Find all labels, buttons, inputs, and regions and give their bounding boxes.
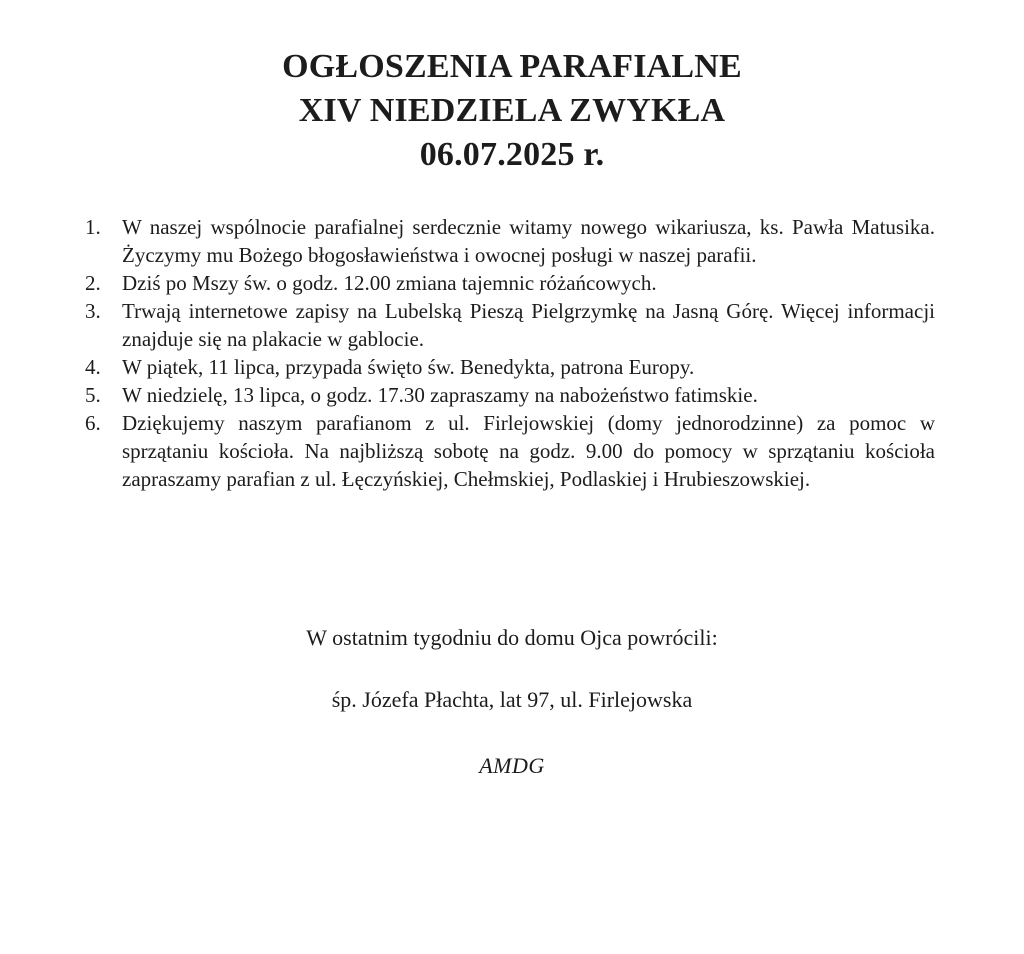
announcement-item-5 [85, 381, 935, 409]
title-line-2: XIV NIEDZIELA ZWYKŁA [298, 92, 726, 129]
item-text: W piątek, 11 lipca, przypada święto św. Benedykta, patrona Europy. [122, 355, 695, 379]
title-line-3: 06.07.2025 r. [419, 136, 605, 173]
item-number: 2. [85, 271, 101, 295]
item-number: 3. [85, 299, 101, 323]
item-text: Dziś po Mszy św. o godz. 12.00 zmiana tajemnic różańcowych. [122, 271, 657, 295]
memorial-section [0, 624, 1024, 780]
memorial-heading: W ostatnim tygodniu do domu Ojca powrócili: [306, 625, 718, 650]
item-text: W niedzielę, 13 lipca, o godz. 17.30 zapraszamy na nabożeństwo fatimskie. [122, 383, 758, 407]
announcement-item-2 [85, 269, 935, 297]
announcements-section [85, 213, 935, 493]
announcements-list [85, 213, 935, 493]
item-number: 1. [85, 215, 101, 239]
title-line-1: OGŁOSZENIA PARAFIALNE [282, 48, 742, 85]
announcement-item-3 [85, 297, 935, 353]
memorial-closing: AMDG [479, 753, 545, 778]
announcement-item-6 [85, 409, 935, 493]
item-number: 6. [85, 411, 101, 435]
item-text: W naszej wspólnocie parafialnej serdecznie witamy nowego wikariusza, ks. Pawła Matusika. Życzymy mu Bożego błogosławieństwa i owocnej posługi w naszej parafii. [122, 215, 935, 267]
document-title-block [0, 0, 1024, 177]
item-number: 4. [85, 355, 101, 379]
announcement-item-1 [85, 213, 935, 269]
memorial-entry: śp. Józefa Płachta, lat 97, ul. Firlejowska [331, 687, 693, 712]
item-text: Dziękujemy naszym parafianom z ul. Firlejowskiej (domy jednorodzinne) za pomoc w sprzątaniu kościoła. Na najbliższą sobotę na godz. 9.00 do pomocy w sprzątaniu kościoła zapraszamy parafian z ul. Łęczyńskiej, Chełmskiej, Podlaskiej i Hrubieszowskiej. [122, 411, 935, 491]
item-text: Trwają internetowe zapisy na Lubelską Pieszą Pielgrzymkę na Jasną Górę. Więcej informacji znajduje się na plakacie w gablocie. [122, 299, 935, 351]
announcement-item-4 [85, 353, 935, 381]
item-number: 5. [85, 383, 101, 407]
